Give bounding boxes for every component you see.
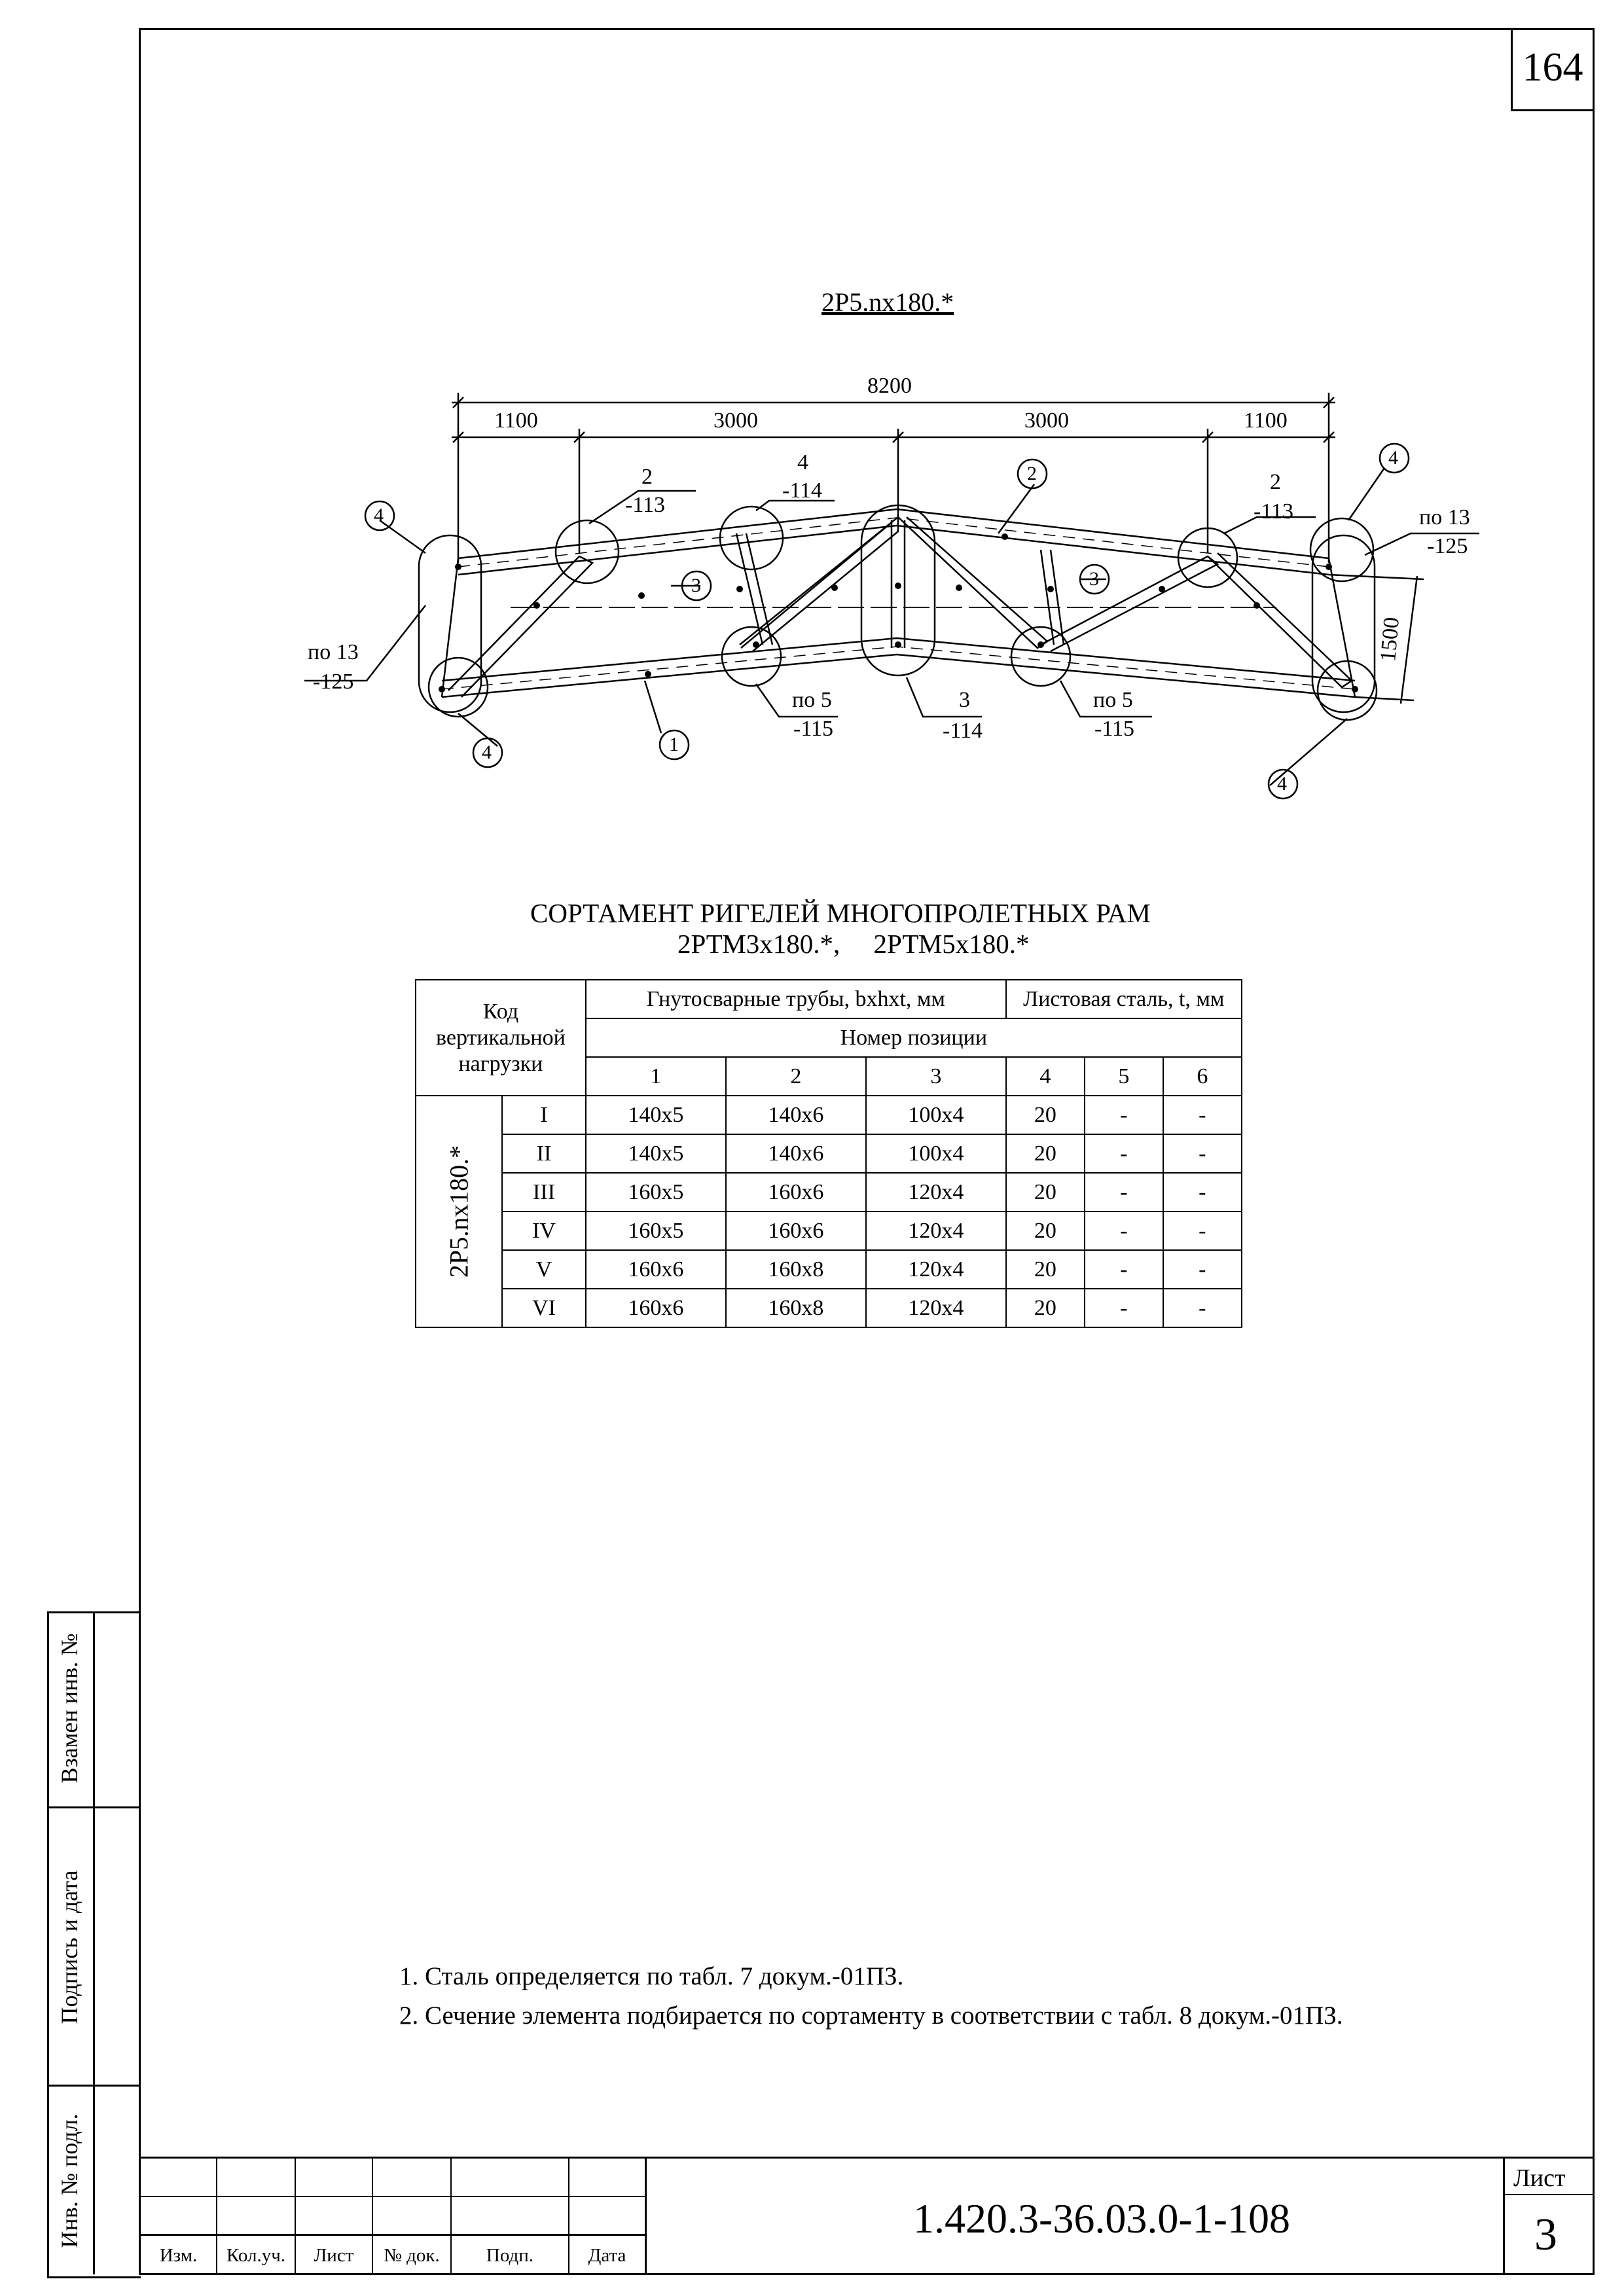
cell: -	[1163, 1173, 1242, 1211]
table-row	[416, 1250, 1242, 1289]
cell: -	[1085, 1134, 1163, 1173]
cell: 20	[1006, 1134, 1085, 1173]
cell: 100х4	[866, 1134, 1006, 1173]
dim-seg3: 3000	[1024, 408, 1069, 433]
stamp-sheet-hline	[1503, 2194, 1595, 2195]
cell: 160х8	[726, 1289, 866, 1327]
cell: -	[1163, 1289, 1242, 1327]
node-circle-2	[720, 507, 783, 569]
cell: 100х4	[866, 1096, 1006, 1134]
callout-3-left: 3	[691, 575, 701, 596]
cell: 20	[1006, 1250, 1085, 1289]
note-1: 1. Сталь определяется по табл. 7 докум.-01ПЗ.	[399, 1962, 904, 1990]
callout-4-tr: 4	[1388, 447, 1398, 469]
stamp-list: Лист	[314, 2245, 354, 2266]
notes	[399, 1957, 1343, 2036]
label-po5-left-a: по 5	[792, 688, 832, 712]
label-po13-left-a: по 13	[308, 640, 359, 664]
side-label-vzamen: Взамен инв. №	[56, 1633, 82, 1784]
cell: 20	[1006, 1211, 1085, 1250]
dim-total: 8200	[867, 374, 912, 398]
cell: -	[1085, 1096, 1163, 1134]
stamp-ndok: № док.	[384, 2245, 440, 2266]
cell: 140х6	[726, 1096, 866, 1134]
col-num: 2	[726, 1057, 866, 1096]
callout-3-right: 3	[1089, 568, 1099, 590]
sheet-label: Лист	[1513, 2164, 1566, 2192]
cell: -	[1085, 1211, 1163, 1250]
label-2-113-left-b: -113	[625, 493, 666, 517]
dim-seg2: 3000	[713, 408, 758, 433]
cell: -	[1085, 1173, 1163, 1211]
side-strip-sep1	[47, 1806, 139, 1808]
load-code: V	[502, 1250, 586, 1289]
cell: 160х6	[586, 1289, 726, 1327]
stamp-kol: Кол.уч.	[226, 2245, 286, 2266]
cell: 140х6	[726, 1134, 866, 1173]
cell: 140х5	[586, 1096, 726, 1134]
col-num: 5	[1085, 1057, 1163, 1096]
col-num: 4	[1006, 1057, 1085, 1096]
node-circle-7	[429, 658, 488, 717]
assortment-table	[415, 979, 1242, 1328]
head-pos: Номер позиции	[586, 1018, 1242, 1057]
load-code: I	[502, 1096, 586, 1134]
table-title-line1: СОРТАМЕНТ РИГЕЛЕЙ МНОГОПРОЛЕТНЫХ РАМ	[530, 898, 1151, 928]
stamp-top-line	[139, 2157, 1595, 2159]
cell: 140х5	[586, 1134, 726, 1173]
label-4-114-a: 4	[797, 450, 808, 475]
head-tubes: Гнутосварные трубы, bxhxt, мм	[586, 980, 1006, 1018]
label-po13-left-b: -125	[313, 670, 354, 694]
label-2-113-right-a: 2	[1270, 470, 1281, 494]
label-po5-left-b: -115	[793, 717, 834, 741]
cell: 120х4	[866, 1250, 1006, 1289]
diag-l1	[448, 556, 592, 697]
frame-bottom	[139, 2273, 1595, 2275]
side-label-podpis: Подпись и дата	[56, 1870, 82, 2024]
label-3-114-a: 3	[959, 688, 970, 712]
col-num: 3	[866, 1057, 1006, 1096]
table-row	[416, 1134, 1242, 1173]
side-strip-divider	[93, 1611, 95, 2274]
callout-2-top: 2	[1027, 463, 1037, 484]
doc-code: 1.420.3-36.03.0-1-108	[913, 2195, 1290, 2242]
cell: 20	[1006, 1096, 1085, 1134]
diag-r1	[1041, 556, 1218, 651]
drawing-title: 2Р5.nх180.*	[821, 287, 954, 317]
group-label-cell	[416, 1096, 502, 1327]
col-num: 1	[586, 1057, 726, 1096]
cell: 160х5	[586, 1173, 726, 1211]
load-code: VI	[502, 1289, 586, 1327]
cell: -	[1163, 1096, 1242, 1134]
label-2-113-right-b: -113	[1254, 499, 1294, 524]
callout-1: 1	[669, 734, 679, 755]
cell: -	[1163, 1211, 1242, 1250]
stamp-data: Дата	[588, 2245, 626, 2266]
cell: 160х8	[726, 1250, 866, 1289]
cell: 160х6	[726, 1211, 866, 1250]
label-3-114-b: -114	[943, 719, 983, 743]
diag-r2	[898, 517, 1047, 648]
stamp-izm: Изм.	[159, 2245, 198, 2266]
table-title-line2: 2РТМ3х180.*, 2РТМ5х180.*	[677, 929, 1030, 959]
label-po13-right-a: по 13	[1419, 505, 1470, 529]
label-po13-right-b: -125	[1427, 534, 1468, 558]
cell: 160х5	[586, 1211, 726, 1250]
stamp-main-vline	[645, 2157, 647, 2274]
load-code: III	[502, 1173, 586, 1211]
cell: 20	[1006, 1173, 1085, 1211]
stamp-row-line2	[139, 2234, 646, 2236]
dim-seg1: 1100	[494, 408, 538, 433]
cell: 120х4	[866, 1173, 1006, 1211]
table-row	[416, 1096, 1242, 1134]
cell: -	[1163, 1250, 1242, 1289]
sheet-number: 3	[1534, 2210, 1557, 2260]
cell: 20	[1006, 1289, 1085, 1327]
cell: 160х6	[586, 1250, 726, 1289]
cell: -	[1085, 1250, 1163, 1289]
cell: 160х6	[726, 1173, 866, 1211]
node-circle-8	[1318, 661, 1377, 720]
callout-4-br: 4	[1277, 773, 1287, 795]
table-row	[416, 1173, 1242, 1211]
side-label-inv: Инв. № подл.	[56, 2113, 82, 2248]
col-num: 6	[1163, 1057, 1242, 1096]
callout-4-tl: 4	[374, 505, 384, 526]
stamp-podp: Подп.	[486, 2245, 534, 2266]
cell: -	[1163, 1134, 1242, 1173]
table-row	[416, 1211, 1242, 1250]
stamp-row-line1	[139, 2196, 646, 2197]
truss-drawing	[0, 0, 1624, 838]
callout-4-bl: 4	[482, 742, 492, 763]
cell: -	[1085, 1289, 1163, 1327]
table-row	[416, 1289, 1242, 1327]
head-code: Код вертикальной нагрузки	[416, 980, 586, 1096]
label-po5-right-a: по 5	[1093, 688, 1133, 712]
note-2: 2. Сечение элемента подбирается по сортаменту в соответствии с табл. 8 докум.-01ПЗ.	[399, 2001, 1343, 2030]
load-code: II	[502, 1134, 586, 1173]
label-po5-right-b: -115	[1094, 717, 1135, 741]
load-code: IV	[502, 1211, 586, 1250]
group-label: 2Р5.nх180.*	[444, 1145, 474, 1278]
label-2-113-left-a: 2	[641, 465, 653, 489]
dim-height: 1500	[1376, 616, 1404, 663]
top-chord-outer	[458, 509, 1329, 558]
node-circle-1	[556, 520, 619, 583]
cell: 120х4	[866, 1211, 1006, 1250]
label-4-114-b: -114	[782, 478, 823, 503]
cell: 120х4	[866, 1289, 1006, 1327]
page-number: 164	[1522, 45, 1583, 90]
dim-seg4: 1100	[1244, 408, 1288, 433]
stamp-sheet-vline	[1503, 2157, 1505, 2274]
head-sheet: Листовая сталь, t, мм	[1006, 980, 1242, 1018]
node-circle-4	[1310, 518, 1373, 581]
